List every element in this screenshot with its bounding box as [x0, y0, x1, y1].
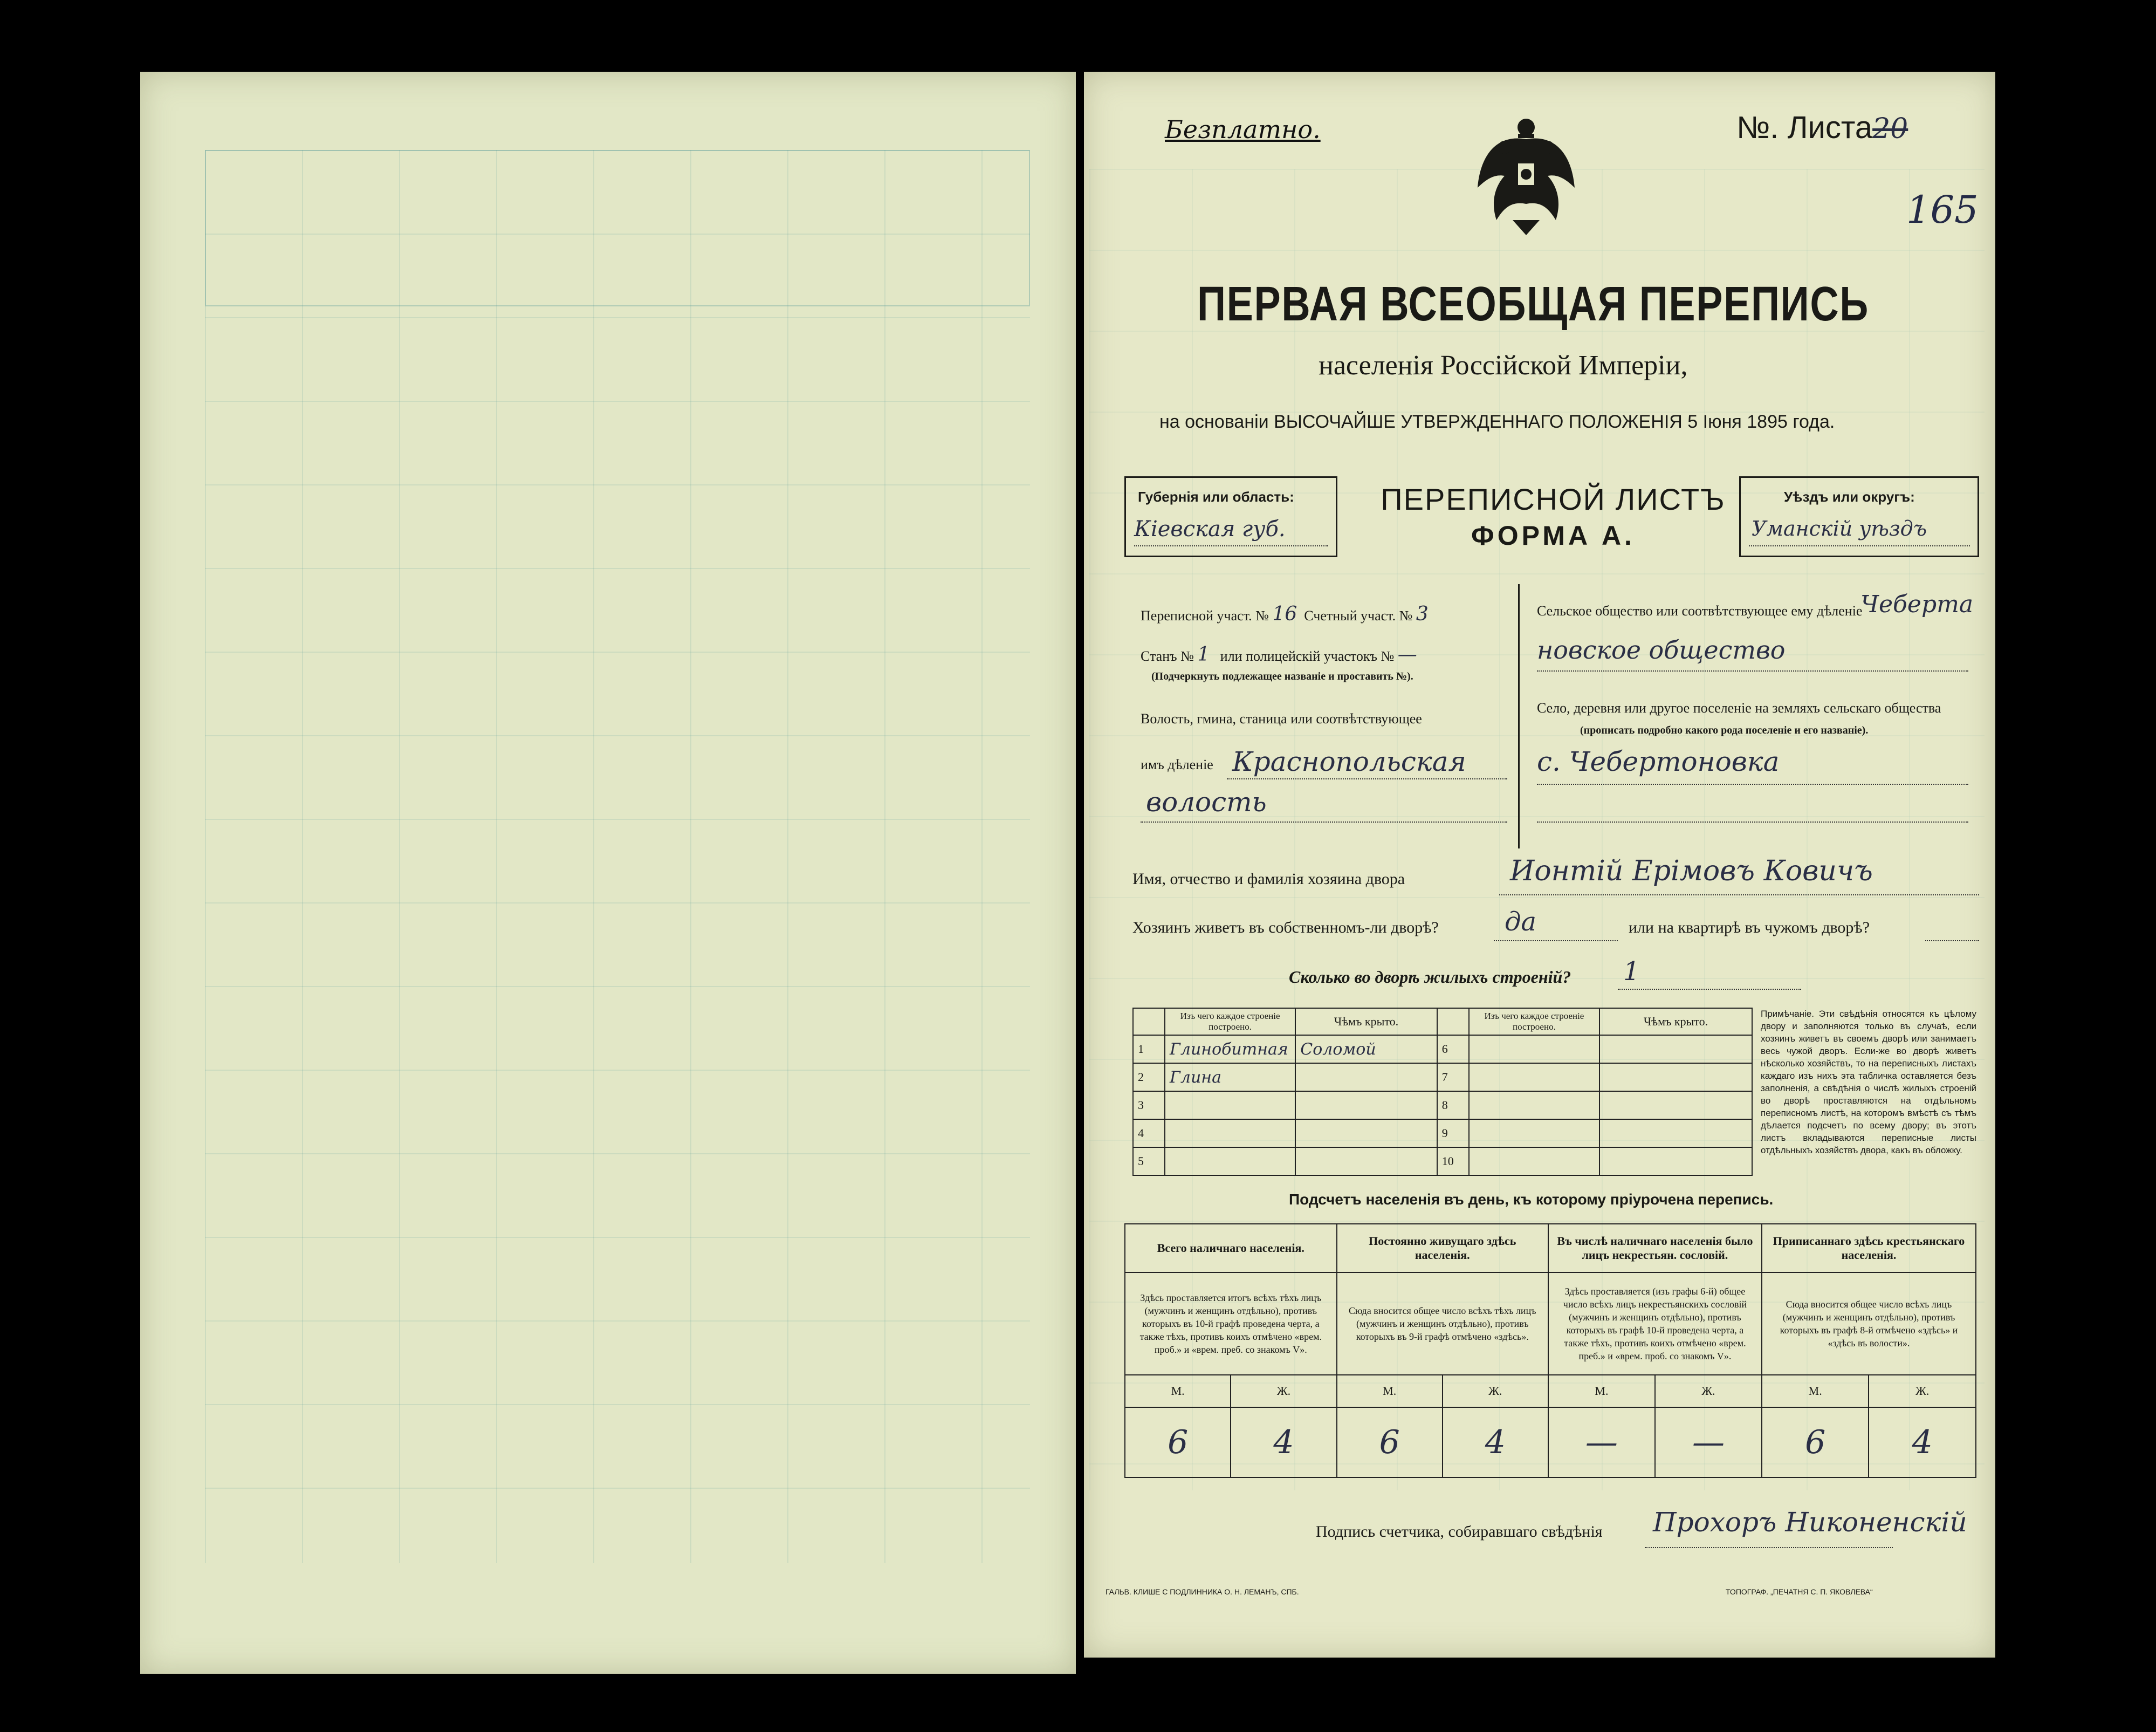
- pop-desc-peasant: Сюда вносится общее число всѣхъ лицъ (мужчинъ и женщинъ отдѣльно), противъ которыхъ въ графѣ 8-й отмѣчено «здѣсь» и «здѣсь въ волости».: [1762, 1272, 1976, 1375]
- stan: [1141, 643, 1417, 666]
- row-number: 8: [1437, 1091, 1469, 1119]
- owner-name-label: Имя, отчество и фамилія хозяина двора: [1132, 870, 1405, 888]
- village-value: с. Чебертоновка: [1537, 746, 1780, 777]
- female-label: Ж.: [1869, 1375, 1976, 1407]
- free-label: Безплатно.: [1165, 115, 1321, 144]
- row-number: 6: [1437, 1035, 1469, 1063]
- table-row: [1133, 1063, 1752, 1091]
- female-label: Ж.: [1231, 1375, 1336, 1407]
- pop-col-peasant: Приписаннаго здѣсь крестьянскаго населенія.: [1762, 1224, 1976, 1272]
- pop-desc-non-peasant: Здѣсь проставляется (изъ графы 6-й) общее число всѣхъ лицъ некрестьянскихъ сословій (мужчинъ и женщинъ отдѣльно), противъ которыхъ въ графѣ 10-й проведена черта, а также тѣхъ, противъ коихъ отмѣчено «врем. преб.» и «врем. проб. со знакомъ V».: [1548, 1272, 1762, 1375]
- peasant-female: 4: [1869, 1407, 1976, 1477]
- non-peasant-female: —: [1655, 1407, 1762, 1477]
- peasant-male: 6: [1762, 1407, 1869, 1477]
- volost-value-2: волость: [1146, 786, 1267, 818]
- male-label: М.: [1125, 1375, 1231, 1407]
- double-headed-eagle-icon: [1475, 112, 1577, 236]
- sheet-number-label: №. Листа: [1736, 110, 1873, 145]
- col-material: Изъ чего каждое строеніе построено.: [1165, 1008, 1295, 1035]
- society-label: Сельское общество или соотвѣтствующее ему дѣленіе: [1537, 603, 1863, 619]
- location-right-block: [1526, 584, 1979, 848]
- stan-value: 1: [1197, 643, 1210, 666]
- population-values-row: [1125, 1407, 1976, 1477]
- volost-label: Волость, гмина, станица или соотвѣтствующее: [1141, 711, 1422, 727]
- row-number: 2: [1133, 1063, 1165, 1091]
- form-type-line1: ПЕРЕПИСНОЙ ЛИСТЪ: [1381, 482, 1726, 516]
- form-type-line2: ФОРМА А.: [1471, 521, 1635, 551]
- signature-value: Прохоръ Никоненскій: [1653, 1507, 1967, 1538]
- table-row: [1133, 1147, 1752, 1175]
- total-male: 6: [1125, 1407, 1231, 1477]
- police-section-label: или полицейскій участокъ №: [1220, 648, 1395, 664]
- female-label: Ж.: [1655, 1375, 1762, 1407]
- pop-col-total: Всего наличнаго населенія.: [1125, 1224, 1337, 1272]
- row-number: 10: [1437, 1147, 1469, 1175]
- left-page: [140, 72, 1076, 1674]
- buildings-table: [1132, 1008, 1753, 1176]
- buildings-value: 1: [1623, 956, 1640, 987]
- police-section-value: —: [1397, 643, 1417, 666]
- table-row: [1133, 1035, 1752, 1063]
- population-table: [1124, 1223, 1976, 1478]
- census-section-label: Переписной участ. №: [1141, 608, 1269, 624]
- male-label: М.: [1762, 1375, 1869, 1407]
- owner-name-value: Ионтій Ерімовъ Ковичъ: [1510, 855, 1873, 887]
- roof-cell: [1295, 1063, 1437, 1091]
- field-note: (Подчеркнуть подлежащее названіе и проставить №).: [1151, 670, 1413, 682]
- count-section-label: Счетный участ. №: [1304, 608, 1413, 624]
- district-box: [1739, 476, 1979, 557]
- form-basis: на основаніи ВЫСОЧАЙШЕ УТВЕРЖДЕННАГО ПОЛОЖЕНІЯ 5 Іюня 1895 года.: [1159, 412, 1835, 432]
- col-roof: Чѣмъ крыто.: [1295, 1008, 1437, 1035]
- district-value: Уманскій уѣздъ: [1752, 517, 1927, 540]
- ghost-header-band: [205, 150, 1030, 306]
- province-label: Губернія или область:: [1138, 489, 1294, 505]
- row-number: 1: [1133, 1035, 1165, 1063]
- volost-value: Краснопольская: [1232, 746, 1466, 777]
- permanent-female: 4: [1443, 1407, 1548, 1477]
- society-value-2: новское общество: [1537, 635, 1786, 665]
- form-type: [1343, 482, 1763, 551]
- imprint-left: ГАЛЬВ. КЛИШЕ С ПОДЛИННИКА О. Н. ЛЕМАНЪ, СПБ.: [1106, 1587, 1299, 1596]
- material-cell: Глина: [1165, 1063, 1295, 1091]
- total-female: 4: [1231, 1407, 1336, 1477]
- form-subtitle: населенія Россійской Имперіи,: [1319, 350, 1688, 381]
- province-value: Кіевская губ.: [1134, 517, 1286, 542]
- society-value: Чеберта: [1860, 591, 1974, 618]
- male-label: М.: [1548, 1375, 1655, 1407]
- non-peasant-male: —: [1548, 1407, 1655, 1477]
- stan-label: Станъ №: [1141, 648, 1194, 664]
- permanent-male: 6: [1337, 1407, 1443, 1477]
- own-house-label: Хозяинъ живетъ въ собственномъ-ли дворѣ?: [1132, 919, 1439, 936]
- location-left-block: [1124, 584, 1520, 848]
- row-number: 4: [1133, 1119, 1165, 1147]
- district-label: Уѣздъ или округъ:: [1784, 489, 1915, 505]
- col-material-2: Изъ чего каждое строеніе построено.: [1469, 1008, 1599, 1035]
- census-form-page: [1084, 72, 1995, 1658]
- pop-desc-total: Здѣсь проставляется итогъ всѣхъ тѣхъ лицъ (мужчинъ и женщинъ отдѣльно), противъ которыхъ въ 10-й графѣ проведена черта, а также тѣхъ, противъ коихъ отмѣчено «врем. проб.» и «врем. преб. со знакомъ V».: [1125, 1272, 1337, 1375]
- form-title: ПЕРВАЯ ВСЕОБЩАЯ ПЕРЕПИСЬ: [1197, 277, 1869, 331]
- sheet-number: [1736, 109, 1908, 146]
- row-number: 7: [1437, 1063, 1469, 1091]
- village-note: (прописать подробно какого рода поселеніе и его названіе).: [1580, 724, 1869, 736]
- volost-label-2: имъ дѣленіе: [1141, 757, 1213, 772]
- col-roof-2: Чѣмъ крыто.: [1599, 1008, 1752, 1035]
- census-section-value: 16: [1272, 603, 1297, 625]
- pop-desc-permanent: Сюда вносится общее число всѣхъ тѣхъ лицъ (мужчинъ и женщинъ отдѣльно), противъ которыхъ въ 9-й графѣ отмѣчено «здѣсь».: [1337, 1272, 1548, 1375]
- pop-col-permanent: Постоянно живущаго здѣсь населенія.: [1337, 1224, 1548, 1272]
- village-label: Село, деревня или другое поселеніе на земляхъ сельскаго общества: [1537, 700, 1941, 716]
- row-number: 3: [1133, 1091, 1165, 1119]
- census-section: [1141, 603, 1429, 625]
- material-cell: Глинобитная: [1165, 1035, 1295, 1063]
- ghost-table-bleedthrough: [205, 150, 1030, 1563]
- signature-label: Подпись счетчика, собиравшаго свѣдѣнія: [1316, 1523, 1603, 1541]
- roof-cell: Соломой: [1295, 1035, 1437, 1063]
- row-number: 9: [1437, 1119, 1469, 1147]
- rented-label: или на квартирѣ въ чужомъ дворѣ?: [1629, 919, 1870, 936]
- page-number: 165: [1906, 188, 1979, 232]
- own-house-value: да: [1505, 907, 1537, 937]
- female-label: Ж.: [1443, 1375, 1548, 1407]
- buildings-label: Сколько во дворѣ жилыхъ строеній?: [1289, 967, 1571, 987]
- sheet-number-value: 20: [1872, 113, 1908, 145]
- table-row: [1133, 1091, 1752, 1119]
- row-number: 5: [1133, 1147, 1165, 1175]
- count-section-value: 3: [1416, 603, 1429, 625]
- pop-col-non-peasant: Въ числѣ наличнаго населенія было лицъ некрестьян. сословій.: [1548, 1224, 1762, 1272]
- male-label: М.: [1337, 1375, 1443, 1407]
- note-text: Примѣчаніе. Эти свѣдѣнія относятся къ цѣлому двору и заполняются только въ случаѣ, если хозяинъ живетъ въ своемъ дворѣ или занимаетъ весь чужой дворъ. Если-же во дворѣ живетъ нѣсколько хозяйствъ, то на переписныхъ листахъ каждаго изъ нихъ эта табличка оставляется безъ заполненія, а свѣдѣнія о числѣ жилыхъ строеній во дворѣ проставляются на отдѣльномъ переписномъ листѣ, на которомъ вмѣстѣ съ тѣмъ дѣлается подсчетъ по всему двору; въ этотъ листъ вкладываются переписные листы отдѣльныхъ хозяйствъ двора, какъ въ обложку.: [1761, 1009, 1976, 1155]
- table-row: [1133, 1119, 1752, 1147]
- population-heading: Подсчетъ населенія въ день, къ которому пріурочена перепись.: [1289, 1191, 1774, 1208]
- imprint-right: ТОПОГРАФ. „ПЕЧАТНЯ С. П. ЯКОВЛЕВА“: [1726, 1587, 1873, 1596]
- province-box: [1124, 476, 1337, 557]
